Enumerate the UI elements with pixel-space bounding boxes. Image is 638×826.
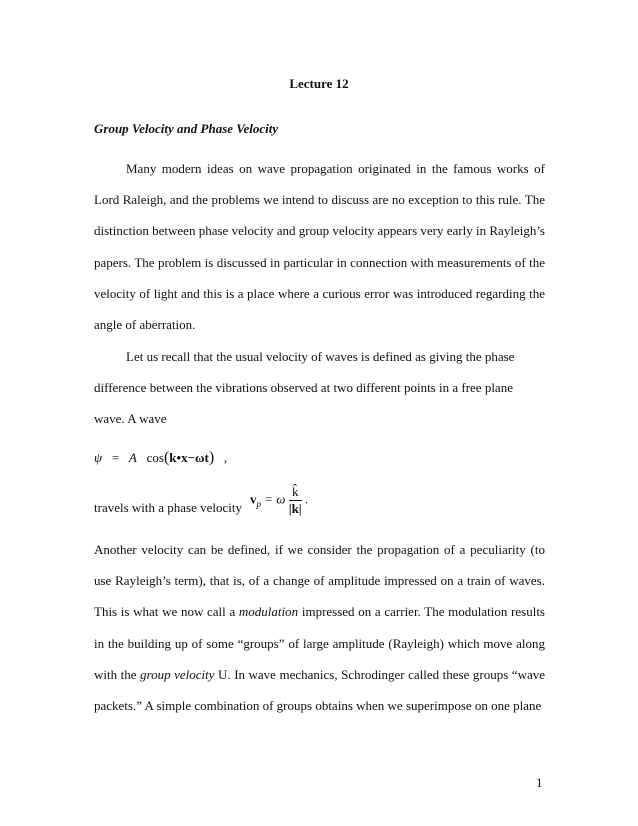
phase-velocity-text: travels with a phase velocity <box>94 500 243 515</box>
paragraph-intro: Many modern ideas on wave propagation originated in the famous works of Lord Raleigh, and the problems we intend to discuss are no exception to this rule. The distinction between phase velocity and group velocity appears very early in Rayleigh’s papers. The problem is discussed in particular in connection with measurements of the velocity of light and this is a place where a curious error was introduced regarding the angle of aberration. <box>94 161 545 333</box>
emphasis-group-velocity: group velocity <box>140 666 215 682</box>
amplitude-symbol: A <box>128 450 137 465</box>
section-heading: Group Velocity and Phase Velocity <box>94 121 279 136</box>
paragraph3-text-a: Another velocity can be defined, if we consider the propagation of a peculiarity (to use Rayleigh’s term), that is, of a change of amplitude impressed on a train of waves. This is what we now call a <box>94 542 545 620</box>
unit-vector-fraction <box>289 484 302 517</box>
velocity-subscript: p <box>256 499 261 510</box>
cos-argument: k•x−ωt <box>169 450 209 465</box>
paragraph-phase-definition: Let us recall that the usual velocity of waves is defined as giving the phase difference between the vibrations observed at two different points in a free plane wave. A wave <box>94 349 515 427</box>
psi-symbol: ψ <box>94 450 103 465</box>
equation-trailing-period: . <box>304 491 309 507</box>
emphasis-modulation: modulation <box>238 604 299 620</box>
equals-sign: = <box>111 450 120 465</box>
paragraph3-text-c: U. In wave mechanics, Schrodinger called these groups “wave packets.” A simple combination of groups obtains when we superimpose on one plane <box>94 666 545 714</box>
page-number: 1 <box>536 775 543 790</box>
equation-trailing-comma: , <box>223 450 228 465</box>
paragraph-group-velocity <box>94 534 545 721</box>
lecture-title: Lecture 12 <box>289 76 349 91</box>
omega-term: = ω <box>264 491 286 507</box>
fraction-denominator: |k| <box>288 501 302 516</box>
phase-velocity-equation <box>250 484 308 517</box>
paragraph3-text-b: impressed on a carrier. The modulation results in the building up of some “groups” of large amplitude (Rayleigh) which move along with the <box>94 604 545 682</box>
fraction-numerator: k̂ <box>289 484 302 501</box>
cos-function: cos <box>146 450 164 465</box>
velocity-symbol: v <box>250 491 257 507</box>
wave-equation: ψ = A cos(k•x−ωt) , <box>94 449 228 466</box>
